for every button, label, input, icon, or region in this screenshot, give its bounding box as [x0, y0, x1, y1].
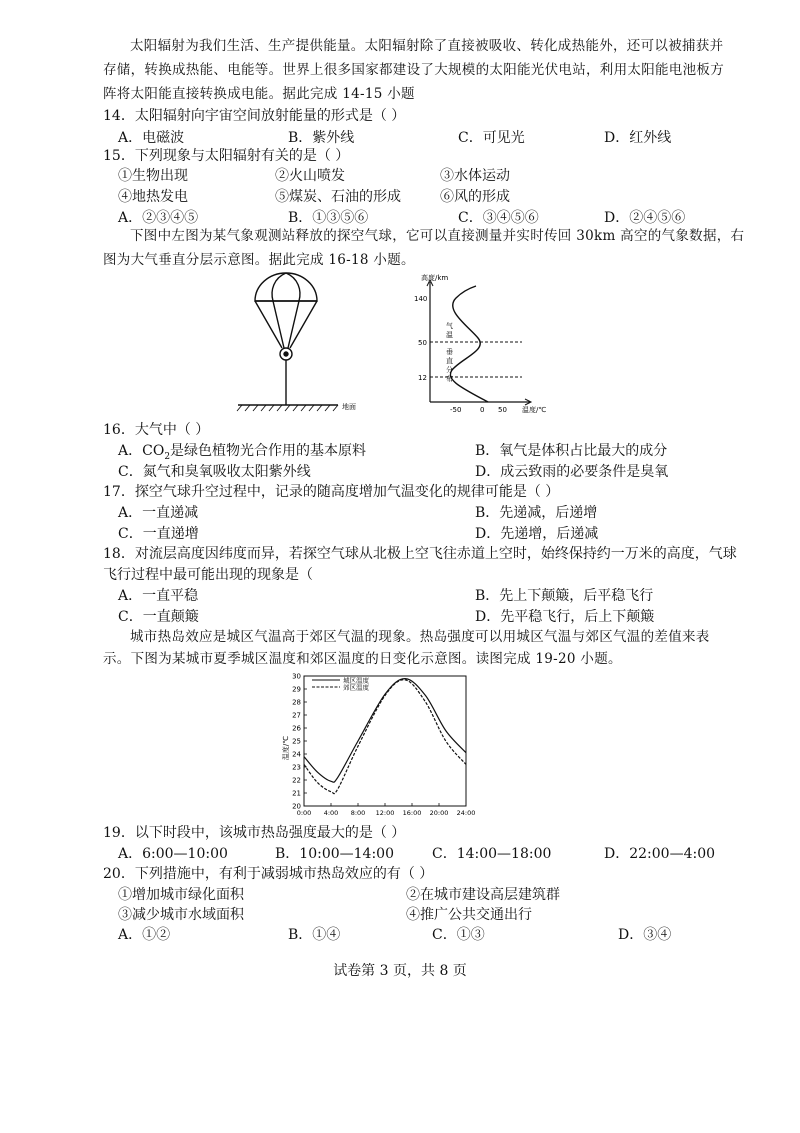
balloon-cords [255, 301, 317, 348]
question-18-option-a[interactable]: A．一直平稳 [118, 588, 199, 604]
question-15-item-3: ③水体运动 [440, 168, 510, 184]
series-line-suburban [304, 680, 466, 794]
question-17-option-a[interactable]: A．一直递减 [118, 505, 199, 521]
x-tick-label-400: 4:00 [323, 809, 339, 817]
y-tick-label-27: 27 [292, 711, 301, 720]
question-16-stem: 16．大气中（ ） [103, 422, 210, 438]
x-tick-label-1600: 16:00 [402, 809, 422, 817]
svg-text:直: 直 [446, 357, 453, 365]
question-20-item-1: ①增加城市绿化面积 [118, 887, 244, 903]
question-20-option-c[interactable]: C．①③ [432, 927, 485, 943]
question-17-stem: 17．探空气球升空过程中，记录的随高度增加气温变化的规律可能是（ ） [103, 484, 560, 500]
balloon-canopy [255, 273, 317, 301]
question-14-option-a[interactable]: A．电磁波 [118, 130, 185, 146]
temperature-profile-curve [450, 286, 488, 402]
question-15-item-5: ⑤煤炭、石油的形成 [275, 189, 401, 205]
chart-x-ticks [297, 803, 476, 817]
urban-rural-temperature-chart [270, 666, 490, 818]
question-16-option-a[interactable]: A．$CO_2$是绿色植物光合作用的基本原料 [118, 443, 367, 462]
chart-y-ticks [292, 673, 307, 811]
atmosphere-profile-chart [414, 273, 546, 414]
ground-hatching [237, 405, 338, 411]
page-footer: 试卷第 3 页，共 8 页 [333, 963, 467, 979]
question-15-option-a[interactable]: A．②③④⑤ [118, 210, 199, 226]
question-18-option-c[interactable]: C．一直颠簸 [118, 609, 199, 625]
question-17-option-b[interactable]: B．先递减，后递增 [475, 505, 598, 521]
profile-y-tick-12: 12 [418, 374, 427, 382]
y-tick-label-26: 26 [292, 724, 301, 733]
intro-paragraph-1-line-1: 太阳辐射为我们生活、生产提供能量。太阳辐射除了直接被吸收、转化成热能外，还可以被捕获并 [130, 38, 724, 54]
question-20-item-3: ③减少城市水域面积 [118, 907, 244, 923]
y-tick-label-21: 21 [292, 789, 301, 798]
y-tick-label-24: 24 [292, 750, 301, 759]
question-15-item-2: ②火山喷发 [275, 168, 345, 184]
legend-label-suburban: 郊区温度 [343, 683, 369, 692]
question-16-option-b[interactable]: B．氧气是体积占比最大的成分 [475, 443, 668, 459]
series-line-urban [304, 679, 466, 783]
question-15-item-4: ④地热发电 [118, 189, 188, 205]
question-20-stem: 20．下列措施中，有利于减弱城市热岛效应的有（ ） [103, 866, 434, 882]
legend-label-urban: 城区温度 [343, 676, 369, 685]
y-tick-label-22: 22 [292, 776, 301, 785]
profile-x-tick-neg50: -50 [450, 406, 462, 414]
question-15-stem: 15．下列现象与太阳辐射有关的是（ ） [103, 148, 350, 164]
profile-x-tick-50: 50 [498, 406, 507, 414]
question-15-option-d[interactable]: D．②④⑤⑥ [604, 210, 686, 226]
question-15-item-6: ⑥风的形成 [440, 189, 510, 205]
svg-text:气: 气 [446, 322, 453, 330]
question-15-item-1: ①生物出现 [118, 168, 188, 184]
sounding-balloon-illustration [237, 273, 338, 411]
y-tick-label-30: 30 [292, 672, 301, 681]
profile-x-tick-0: 0 [480, 406, 485, 414]
question-17-option-c[interactable]: C．一直递增 [118, 526, 199, 542]
y-tick-label-20: 20 [292, 802, 301, 811]
x-tick-label-1200: 12:00 [375, 809, 395, 817]
question-15-option-b[interactable]: B．①③⑤⑥ [288, 210, 369, 226]
intro-paragraph-1-line-2: 存储，转换成热能、电能等。世界上很多国家都建设了大规模的太阳能光伏电站，利用太阳能电池板方 [103, 62, 724, 78]
question-20-item-4: ④推广公共交通出行 [406, 907, 532, 923]
profile-y-tick-140: 140 [414, 295, 428, 303]
chart-y-axis-label: 温度/℃ [282, 735, 290, 761]
question-20-option-a[interactable]: A．①② [118, 927, 171, 943]
ground-label: 地面 [342, 403, 356, 411]
x-tick-label-2000: 20:00 [429, 809, 449, 817]
question-14-stem: 14．太阳辐射向宇宙空间放射能量的形式是（ ） [103, 108, 406, 124]
intro-paragraph-3-line-2: 示。下图为某城市夏季城区温度和郊区温度的日变化示意图。读图完成 19-20 小题。 [103, 651, 622, 667]
question-19-stem: 19．以下时段中，该城市热岛强度最大的是（ ） [103, 825, 406, 841]
intro-paragraph-1-line-3: 阵将太阳能直接转换成电能。据此完成 14-15 小题 [103, 86, 415, 102]
question-20-option-b[interactable]: B．①④ [288, 927, 341, 943]
x-tick-label-2400: 24:00 [456, 809, 476, 817]
question-18-option-d[interactable]: D．先平稳飞行，后上下颠簸 [475, 609, 655, 625]
intro-paragraph-2-line-2: 图为大气垂直分层示意图。据此完成 16-18 小题。 [103, 252, 415, 268]
question-20-item-2: ②在城市建设高层建筑群 [406, 887, 560, 903]
question-14-option-c[interactable]: C．可见光 [458, 130, 525, 146]
svg-text:布: 布 [446, 375, 453, 383]
question-19-option-c[interactable]: C．14:00—18:00 [432, 846, 552, 862]
balloon-panel-lines [272, 273, 300, 301]
question-18-option-b[interactable]: B．先上下颠簸，后平稳飞行 [475, 588, 654, 604]
svg-text:分: 分 [446, 366, 453, 374]
question-16-option-c[interactable]: C．氮气和臭氧吸收太阳紫外线 [118, 464, 311, 480]
chart-legend [312, 676, 370, 692]
question-18-stem-line-2: 飞行过程中最可能出现的现象是（ [103, 567, 313, 583]
figure-balloon-and-atmosphere [230, 268, 570, 418]
question-15-option-c[interactable]: C．③④⑤⑥ [458, 210, 539, 226]
question-20-option-d[interactable]: D．③④ [618, 927, 672, 943]
y-tick-label-25: 25 [292, 737, 301, 746]
intro-paragraph-2-line-1: 下图中左图为某气象观测站释放的探空气球，它可以直接测量并实时传回 30km 高空的气象数据，右 [130, 228, 745, 244]
profile-x-label: 温度/℃ [522, 406, 547, 414]
chart-series-lines [304, 679, 466, 794]
question-18-stem-line-1: 18．对流层高度因纬度而异，若探空气球从北极上空飞往赤道上空时，始终保持约一万米的高度，气球 [103, 546, 737, 562]
svg-text:垂: 垂 [446, 348, 453, 356]
intro-paragraph-3-line-1: 城市热岛效应是城区气温高于郊区气温的现象。热岛强度可以用城区气温与郊区气温的差值来表 [130, 629, 710, 645]
y-tick-label-23: 23 [292, 763, 301, 772]
x-tick-label-800: 8:00 [350, 809, 366, 817]
question-16-option-d[interactable]: D．成云致雨的必要条件是臭氧 [475, 464, 669, 480]
y-tick-label-29: 29 [292, 685, 301, 694]
question-14-option-b[interactable]: B．紫外线 [288, 130, 355, 146]
x-tick-label-000: 0:00 [296, 809, 312, 817]
question-19-option-a[interactable]: A．6:00—10:00 [118, 846, 228, 862]
profile-y-label: 高度/km [421, 274, 449, 282]
question-14-option-d[interactable]: D．红外线 [604, 130, 672, 146]
profile-y-tick-50: 50 [418, 339, 427, 347]
svg-text:温: 温 [446, 331, 453, 339]
y-tick-label-28: 28 [292, 698, 301, 707]
question-19-option-d[interactable]: D．22:00—4:00 [604, 846, 716, 862]
curve-vertical-label [446, 321, 453, 383]
question-19-option-b[interactable]: B．10:00—14:00 [275, 846, 394, 862]
question-17-option-d[interactable]: D．先递增，后递减 [475, 526, 599, 542]
